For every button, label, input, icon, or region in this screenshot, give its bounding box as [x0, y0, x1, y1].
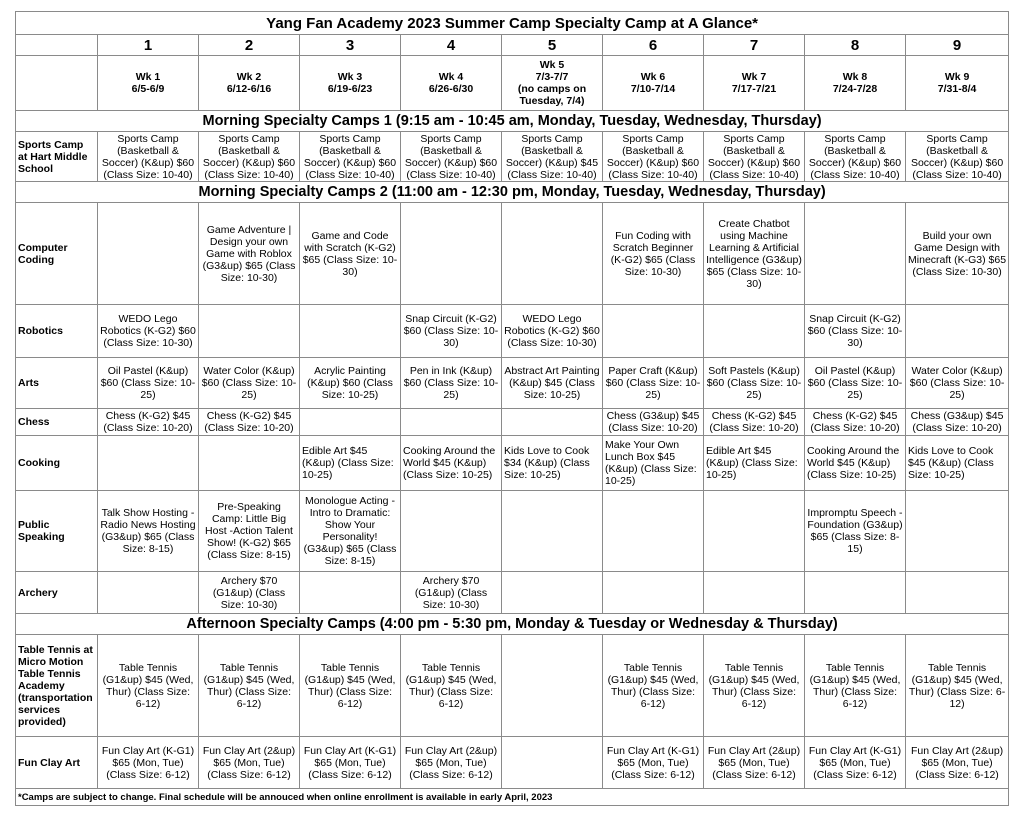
- row-robotics: [16, 305, 1009, 358]
- row-label: Chess: [16, 409, 98, 436]
- camp-cell: Fun Clay Art (K-G1) $65 (Mon, Tue) (Class Size: 6-12): [300, 737, 401, 789]
- week-number-cell: 9: [906, 35, 1009, 56]
- camp-cell: WEDO Lego Robotics (K-G2) $60 (Class Size: 10-30): [502, 305, 603, 358]
- camp-cell: [704, 572, 805, 614]
- camp-cell: Chess (K-G2) $45 (Class Size: 10-20): [805, 409, 906, 436]
- camp-cell: Fun Clay Art (K-G1) $65 (Mon, Tue) (Class Size: 6-12): [805, 737, 906, 789]
- camp-cell: Fun Clay Art (2&up) $65 (Mon, Tue) (Class Size: 6-12): [906, 737, 1009, 789]
- row-label: Table Tennis at Micro Motion Table Tennis Academy (transportation services provided): [16, 635, 98, 737]
- camp-cell: Pen in Ink (K&up) $60 (Class Size: 10-25): [401, 358, 502, 409]
- camp-cell: Table Tennis (G1&up) $45 (Wed, Thur) (Class Size: 6-12): [401, 635, 502, 737]
- camp-cell: Paper Craft (K&up) $60 (Class Size: 10-25): [603, 358, 704, 409]
- camp-cell: Fun Clay Art (K-G1) $65 (Mon, Tue) (Class Size: 6-12): [98, 737, 199, 789]
- camp-cell: Fun Clay Art (2&up) $65 (Mon, Tue) (Class Size: 6-12): [704, 737, 805, 789]
- row-label: Cooking: [16, 436, 98, 491]
- week-number-cell: 4: [401, 35, 502, 56]
- camp-cell: [98, 436, 199, 491]
- camp-cell: [502, 203, 603, 305]
- camp-cell: Archery $70 (G1&up) (Class Size: 10-30): [199, 572, 300, 614]
- camp-cell: Fun Clay Art (2&up) $65 (Mon, Tue) (Class Size: 6-12): [401, 737, 502, 789]
- camp-cell: Monologue Acting - Intro to Dramatic: Show Your Personality! (G3&up) $65 (Class Size: 8-15): [300, 491, 401, 572]
- camp-cell: Sports Camp (Basketball & Soccer) (K&up) $60 (Class Size: 10-40): [300, 132, 401, 182]
- camp-cell: Table Tennis (G1&up) $45 (Wed, Thur) (Class Size: 6-12): [300, 635, 401, 737]
- camp-cell: Sports Camp (Basketball & Soccer) (K&up) $45 (Class Size: 10-40): [502, 132, 603, 182]
- camp-cell: [401, 491, 502, 572]
- week-date-cell: Wk 3 6/19-6/23: [300, 56, 401, 111]
- row-cooking: [16, 436, 1009, 491]
- camp-cell: Chess (K-G2) $45 (Class Size: 10-20): [704, 409, 805, 436]
- camp-cell: Game Adventure | Design your own Game with Roblox (G3&up) $65 (Class Size: 10-30): [199, 203, 300, 305]
- camp-cell: [906, 305, 1009, 358]
- camp-cell: Table Tennis (G1&up) $45 (Wed, Thur) (Class Size: 6-12): [704, 635, 805, 737]
- camp-cell: Snap Circuit (K-G2) $60 (Class Size: 10-30): [805, 305, 906, 358]
- row-label: Archery: [16, 572, 98, 614]
- camp-cell: Kids Love to Cook $45 (K&up) (Class Size: 10-25): [906, 436, 1009, 491]
- row-chess: [16, 409, 1009, 436]
- week-date-cell: Wk 7 7/17-7/21: [704, 56, 805, 111]
- camp-cell: Table Tennis (G1&up) $45 (Wed, Thur) (Class Size: 6-12): [199, 635, 300, 737]
- camp-cell: [300, 305, 401, 358]
- camp-cell: Cooking Around the World $45 (K&up) (Class Size: 10-25): [401, 436, 502, 491]
- camp-cell: Kids Love to Cook $34 (K&up) (Class Size: 10-25): [502, 436, 603, 491]
- week-number-row: [16, 35, 1009, 56]
- camp-cell: Sports Camp (Basketball & Soccer) (K&up) $60 (Class Size: 10-40): [805, 132, 906, 182]
- camp-cell: Chess (G3&up) $45 (Class Size: 10-20): [603, 409, 704, 436]
- week-date-cell: Wk 4 6/26-6/30: [401, 56, 502, 111]
- camp-cell: Snap Circuit (K-G2) $60 (Class Size: 10-30): [401, 305, 502, 358]
- camp-cell: Oil Pastel (K&up) $60 (Class Size: 10-25): [98, 358, 199, 409]
- camp-cell: Fun Clay Art (2&up) $65 (Mon, Tue) (Class Size: 6-12): [199, 737, 300, 789]
- camp-cell: Sports Camp (Basketball & Soccer) (K&up) $60 (Class Size: 10-40): [603, 132, 704, 182]
- camp-cell: Water Color (K&up) $60 (Class Size: 10-25): [906, 358, 1009, 409]
- camp-cell: Build your own Game Design with Minecraft (K-G3) $65 (Class Size: 10-30): [906, 203, 1009, 305]
- schedule-document: [15, 11, 1008, 806]
- camp-cell: Edible Art $45 (K&up) (Class Size: 10-25): [704, 436, 805, 491]
- camp-cell: Table Tennis (G1&up) $45 (Wed, Thur) (Class Size: 6-12): [805, 635, 906, 737]
- camp-cell: [502, 491, 603, 572]
- row-arts: [16, 358, 1009, 409]
- row-table-tennis: [16, 635, 1009, 737]
- camp-cell: Table Tennis (G1&up) $45 (Wed, Thur) (Class Size: 6-12): [603, 635, 704, 737]
- camp-cell: [199, 305, 300, 358]
- camp-cell: Cooking Around the World $45 (K&up) (Class Size: 10-25): [805, 436, 906, 491]
- camp-cell: Table Tennis (G1&up) $45 (Wed, Thur) (Class Size: 6-12): [98, 635, 199, 737]
- camp-cell: Abstract Art Painting (K&up) $45 (Class Size: 10-25): [502, 358, 603, 409]
- camp-cell: Sports Camp (Basketball & Soccer) (K&up) $60 (Class Size: 10-40): [704, 132, 805, 182]
- week-number-cell: 2: [199, 35, 300, 56]
- camp-cell: Pre-Speaking Camp: Little Big Host -Action Talent Show! (K-G2) $65 (Class Size: 8-15): [199, 491, 300, 572]
- camp-cell: [906, 572, 1009, 614]
- week-date-cell: Wk 8 7/24-7/28: [805, 56, 906, 111]
- footnote: *Camps are subject to change. Final schedule will be annouced when online enrollment is available in early April, 2023: [16, 789, 1009, 806]
- blank-corner-cell: [16, 56, 98, 111]
- week-number-cell: 6: [603, 35, 704, 56]
- camp-cell: [300, 409, 401, 436]
- week-date-cell: Wk 6 7/10-7/14: [603, 56, 704, 111]
- row-archery: [16, 572, 1009, 614]
- camp-cell: Sports Camp (Basketball & Soccer) (K&up) $60 (Class Size: 10-40): [906, 132, 1009, 182]
- camp-cell: [502, 409, 603, 436]
- blank-corner-cell: [16, 35, 98, 56]
- section-header-morning-1: Morning Specialty Camps 1 (9:15 am - 10:45 am, Monday, Tuesday, Wednesday, Thursday): [16, 111, 1009, 132]
- week-date-cell: Wk 5 7/3-7/7 (no camps on Tuesday, 7/4): [502, 56, 603, 111]
- camp-cell: [805, 572, 906, 614]
- camp-cell: Chess (K-G2) $45 (Class Size: 10-20): [98, 409, 199, 436]
- camp-cell: [98, 572, 199, 614]
- camp-cell: [502, 572, 603, 614]
- camp-cell: [805, 203, 906, 305]
- camp-cell: WEDO Lego Robotics (K-G2) $60 (Class Size: 10-30): [98, 305, 199, 358]
- section-header-morning-2: Morning Specialty Camps 2 (11:00 am - 12:30 pm, Monday, Tuesday, Wednesday, Thursday): [16, 182, 1009, 203]
- camp-cell: [401, 203, 502, 305]
- camp-cell: [603, 572, 704, 614]
- page-title: Yang Fan Academy 2023 Summer Camp Specialty Camp at A Glance*: [16, 12, 1009, 35]
- camp-cell: Make Your Own Lunch Box $45 (K&up) (Class Size: 10-25): [603, 436, 704, 491]
- camp-cell: Acrylic Painting (K&up) $60 (Class Size: 10-25): [300, 358, 401, 409]
- row-sports: [16, 132, 1009, 182]
- camp-cell: Impromptu Speech - Foundation (G3&up) $65 (Class Size: 8-15): [805, 491, 906, 572]
- week-date-cell: Wk 2 6/12-6/16: [199, 56, 300, 111]
- section-header-afternoon: Afternoon Specialty Camps (4:00 pm - 5:30 pm, Monday & Tuesday or Wednesday & Thursday): [16, 614, 1009, 635]
- row-label: Public Speaking: [16, 491, 98, 572]
- row-fun-clay-art: [16, 737, 1009, 789]
- camp-cell: [906, 491, 1009, 572]
- camp-cell: Create Chatbot using Machine Learning & Artificial Intelligence (G3&up) $65 (Class Size: 10-30): [704, 203, 805, 305]
- camp-cell: Archery $70 (G1&up) (Class Size: 10-30): [401, 572, 502, 614]
- camp-cell: Fun Clay Art (K-G1) $65 (Mon, Tue) (Class Size: 6-12): [603, 737, 704, 789]
- week-number-cell: 7: [704, 35, 805, 56]
- camp-cell: Water Color (K&up) $60 (Class Size: 10-25): [199, 358, 300, 409]
- row-computer-coding: [16, 203, 1009, 305]
- row-label: Arts: [16, 358, 98, 409]
- row-public-speaking: [16, 491, 1009, 572]
- camp-cell: Game and Code with Scratch (K-G2) $65 (Class Size: 10-30): [300, 203, 401, 305]
- camp-cell: [603, 491, 704, 572]
- camp-cell: [704, 491, 805, 572]
- camp-cell: [401, 409, 502, 436]
- camp-cell: Chess (K-G2) $45 (Class Size: 10-20): [199, 409, 300, 436]
- schedule-table: [15, 11, 1009, 806]
- camp-cell: [502, 737, 603, 789]
- week-number-cell: 3: [300, 35, 401, 56]
- camp-cell: [300, 572, 401, 614]
- camp-cell: Soft Pastels (K&up) $60 (Class Size: 10-25): [704, 358, 805, 409]
- week-date-cell: Wk 1 6/5-6/9: [98, 56, 199, 111]
- camp-cell: Sports Camp (Basketball & Soccer) (K&up) $60 (Class Size: 10-40): [98, 132, 199, 182]
- camp-cell: [502, 635, 603, 737]
- week-number-cell: 1: [98, 35, 199, 56]
- camp-cell: Edible Art $45 (K&up) (Class Size: 10-25): [300, 436, 401, 491]
- camp-cell: Fun Coding with Scratch Beginner (K-G2) $65 (Class Size: 10-30): [603, 203, 704, 305]
- camp-cell: [98, 203, 199, 305]
- camp-cell: [199, 436, 300, 491]
- camp-cell: [603, 305, 704, 358]
- week-date-cell: Wk 9 7/31-8/4: [906, 56, 1009, 111]
- row-label: Computer Coding: [16, 203, 98, 305]
- row-label: Sports Camp at Hart Middle School: [16, 132, 98, 182]
- camp-cell: Sports Camp (Basketball & Soccer) (K&up) $60 (Class Size: 10-40): [199, 132, 300, 182]
- week-number-cell: 5: [502, 35, 603, 56]
- camp-cell: [704, 305, 805, 358]
- camp-cell: Sports Camp (Basketball & Soccer) (K&up) $60 (Class Size: 10-40): [401, 132, 502, 182]
- camp-cell: Talk Show Hosting - Radio News Hosting (G3&up) $65 (Class Size: 8-15): [98, 491, 199, 572]
- camp-cell: Chess (G3&up) $45 (Class Size: 10-20): [906, 409, 1009, 436]
- camp-cell: Oil Pastel (K&up) $60 (Class Size: 10-25): [805, 358, 906, 409]
- week-number-cell: 8: [805, 35, 906, 56]
- row-label: Fun Clay Art: [16, 737, 98, 789]
- row-label: Robotics: [16, 305, 98, 358]
- camp-cell: Table Tennis (G1&up) $45 (Wed, Thur) (Class Size: 6-12): [906, 635, 1009, 737]
- week-date-row: [16, 56, 1009, 111]
